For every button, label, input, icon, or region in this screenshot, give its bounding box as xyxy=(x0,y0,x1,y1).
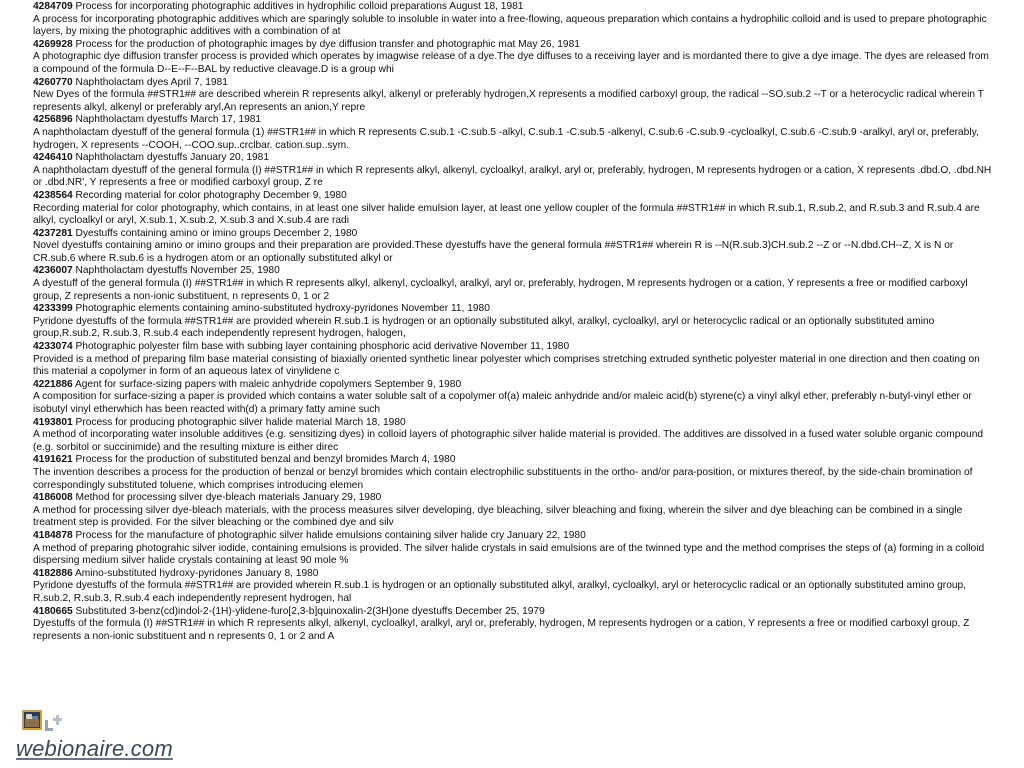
patent-abstract: The invention describes a process for the production of benzal or benzyl bromides which contain electrophilic substituents in the ortho- and/or para-position, or mixtures thereof, by the side-chain bromination of correspondingly substituted toluene, which comprises introducing elemen xyxy=(33,466,973,491)
patent-heading xyxy=(33,303,996,316)
patent-number: 4236007 xyxy=(33,265,73,277)
patent-abstract: New Dyes of the formula ##STR1## are described wherein R represents alkyl, alkenyl or preferably hydrogen,X represents a modified carboxyl group, the radical --SO.sub.2 --T or a heterocyclic radical wherein T represents alkyl, alkenyl or preferably aryl,An represents an anion,Y repre xyxy=(33,89,984,113)
patent-entry xyxy=(33,417,996,455)
patent-title: Process for the manufacture of photographic silver halide emulsions containing silver halide cry January 22, 1980 xyxy=(75,529,586,541)
patent-entry xyxy=(33,1,996,39)
patent-heading xyxy=(33,454,996,467)
patent-number: 4237281 xyxy=(33,227,73,239)
patent-title: Agent for surface-sizing papers with maleic anhydride copolymers September 9, 1980 xyxy=(74,378,462,390)
patent-title: Method for processing silver dye-bleach materials January 29, 1980 xyxy=(75,492,382,504)
patent-number: 4238564 xyxy=(33,189,73,201)
patent-heading xyxy=(33,228,996,241)
patent-title: Process for the production of photographic images by dye diffusion transfer and photographic mat May 26, 1981 xyxy=(75,38,580,50)
patent-heading xyxy=(33,341,996,354)
patent-heading xyxy=(33,568,996,581)
patent-title: Process for the production of substituted benzal and benzyl bromides March 4, 1980 xyxy=(75,454,456,466)
patent-entry xyxy=(33,454,996,492)
patent-title: Substituted 3-benz(cd)indol-2-(1H)-ylidene-furo[2,3-b]quinoxalin-2(3H)one dyestuffs December 25, 1979 xyxy=(75,605,545,617)
patent-entry xyxy=(33,530,996,568)
patent-entry xyxy=(33,341,996,379)
patent-entry xyxy=(33,152,996,190)
patent-abstract: Dyestuffs of the formula (I) ##STR1## in which R represents alkyl, alkenyl, cycloalkyl, aralkyl, aryl or, preferably, hydrogen, M represents hydrogen or a cation, Y represents a free or modified carboxyl group, Z represents a non-ionic substituent and n represents 0, 1 or 2 and A xyxy=(33,618,970,642)
patent-title: Naphtholactam dyestuffs January 20, 1981 xyxy=(75,152,270,164)
patent-number: 4193801 xyxy=(33,416,73,428)
patent-abstract: Pyridone dyestuffs of the formula ##STR1## are provided wherein R.sub.1 is hydrogen or an optionally substituted alkyl, aralkyl, cycloalkyl, aryl or heterocyclic radical or an optionally substituted amino group, R.sub.2, R.sub.3, R.sub.4 each independently represent hydrogen, hal xyxy=(33,580,967,604)
patent-number: 4269928 xyxy=(33,38,73,50)
patent-entry xyxy=(33,379,996,417)
patent-heading xyxy=(33,190,996,203)
patent-heading xyxy=(33,530,996,543)
patent-heading xyxy=(33,417,996,430)
patent-entry xyxy=(33,114,996,152)
patent-title: Process for incorporating photographic additives in hydrophilic colloid preparations August 18, 1981 xyxy=(75,1,524,12)
patent-heading xyxy=(33,492,996,505)
patent-abstract: A composition for surface-sizing a paper is provided which contains a water soluble salt of a copolymer of(a) maleic anhydride and/or maleic acid(b) styrene(c) a vinyl alkyl ether, preferably n-butyl-vinyl ether or isobutyl vinyl etherwhich has been reacted with(d) a primary fatty amine such xyxy=(33,391,972,415)
patent-number: 4246410 xyxy=(33,152,73,164)
patent-heading xyxy=(33,114,996,127)
patent-abstract: Novel dyestuffs containing amino or imino groups and their preparation are provided.These dyestuffs have the general formula ##STR1## wherein R is --N(R.sub.3)CH.sub.2 --Z or --N.dbd.CH--Z, X is N or CR.sub.6 where R.sub.6 is a hydrogen atom or an optionally substituted alkyl or xyxy=(33,240,954,264)
patent-number: 4221886 xyxy=(33,378,73,390)
webionaire-logo-icon[interactable] xyxy=(20,708,68,734)
patent-abstract: A naphtholactam dyestuff of the general formula (I) ##STR1## in which R represents alkyl, alkenyl, cycloalkyl, aralkyl, aryl or, preferably, hydrogen, M represents hydrogen or a cation, X represents .dbd.O, .dbd.NH or .dbd.NR', Y represents a free or modified carboxyl group, Z re xyxy=(33,164,992,189)
webionaire-link[interactable]: webionaire.com xyxy=(16,736,173,761)
patent-entry xyxy=(33,568,996,606)
patent-entry xyxy=(33,39,996,77)
patent-abstract: Provided is a method of preparing film base material consisting of biaxially oriented synthetic linear polyester which comprises stretching extruded synthetic polyester material in one direction and then coating on this material a copolymer in form of an aqueous latex of vinylidene c xyxy=(33,353,980,378)
patent-number: 4191621 xyxy=(33,454,73,466)
patent-heading xyxy=(33,379,996,392)
patent-title: Photographic polyester film base with subbing layer containing phosphoric acid derivative November 11, 1980 xyxy=(75,341,570,353)
footer xyxy=(16,700,316,768)
patent-entry xyxy=(33,190,996,228)
patent-number: 4184878 xyxy=(33,529,73,541)
patent-number: 4180665 xyxy=(33,605,73,617)
patent-number: 4233399 xyxy=(33,303,73,315)
patent-abstract: A process for incorporating photographic additives which are sparingly soluble to insoluble in water into a free-flowing, aqueous preparation which contains a hydrophilic colloid and is used to prepare photographic layers, by mixing the photographic additives with a combination of at xyxy=(33,13,987,38)
patent-number: 4233074 xyxy=(33,341,73,353)
patent-title: Recording material for color photography December 9, 1980 xyxy=(75,189,347,201)
patent-title: Naphtholactam dyes April 7, 1981 xyxy=(75,76,228,88)
patent-abstract: A photographic dye diffusion transfer process is provided which operates by imagwise release of a dye.The dye diffuses to a receiving layer and is mordanted there to give a dye image. The dyes are released from a compound of the formula D--E--F--BAL by reductive cleavage.D is a group whi xyxy=(33,51,989,75)
patent-number: 4260770 xyxy=(33,76,73,88)
patent-heading xyxy=(33,606,996,619)
patent-abstract: A method of incorporating water insoluble additives (e.g. sensitizing dyes) in colloid layers of photographic silver halide material is provided. The additives are dissolved in a fused water soluble organic compound (e.g. sorbitol or succinimide) and the resulting mixture is either direc xyxy=(33,429,984,453)
patent-title: Amino-substituted hydroxy-pyridones January 8, 1980 xyxy=(74,567,319,579)
patent-heading xyxy=(33,77,996,90)
patent-number: 4182886 xyxy=(33,567,73,579)
patent-heading xyxy=(33,39,996,52)
patent-entry xyxy=(33,228,996,266)
patent-entry xyxy=(33,492,996,530)
patent-title: Naphtholactam dyestuffs March 17, 1981 xyxy=(75,114,262,126)
patent-title: Process for producing photographic silver halide material March 18, 1980 xyxy=(75,416,406,428)
patent-entry xyxy=(33,606,996,644)
patent-title: Photographic elements containing amino-substituted hydroxy-pyridones November 11, 1980 xyxy=(75,303,490,315)
patent-heading xyxy=(33,1,996,14)
patent-abstract: A method of preparing photograhic silver iodide, containing emulsions is provided. The silver halide crystals in said emulsions are of the twinned type and the method comprises the steps of (a) forming in a colloid dispersing medium silver halide crystals containing at least 90 mole % xyxy=(33,542,985,567)
patent-list xyxy=(33,1,996,643)
patent-abstract: Pyridone dyestuffs of the formula ##STR1## are provided wherein R.sub.1 is hydrogen or an optionally substituted alkyl, aralkyl, cycloalkyl, aryl or heterocyclic radical or an optionally substituted amino group,R.sub.2, R.sub.3, R.sub.4 each independently represent hydrogen, halogen, xyxy=(33,315,935,340)
patent-title: Dyestuffs containing amino or imino groups December 2, 1980 xyxy=(75,227,358,239)
patent-entry xyxy=(33,77,996,115)
patent-abstract: A dyestuff of the general formula (I) ##STR1## in which R represents alkyl, alkenyl, cycloalkyl, aralkyl, aryl or, preferably, hydrogen, M represents hydrogen or a cation, Y represents a free or modified carboxyl group, Z represents a non-ionic substituent, n represents 0, 1 or 2 xyxy=(33,278,968,302)
patent-heading xyxy=(33,152,996,165)
patent-number: 4256896 xyxy=(33,114,73,126)
patent-entry xyxy=(33,265,996,303)
patent-abstract: A naphtholactam dyestuff of the general formula (1) ##STR1## in which R represents C.sub.1 -C.sub.5 -alkyl, C.sub.1 -C.sub.5 -alkenyl, C.sub.6 -C.sub.9 -cycloalkyl, C.sub.6 -C.sub.9 -aralkyl, aryl or, preferably, hydrogen, X represents --COOH, --COO.sup..crclbar. cation.sup..sym. xyxy=(33,126,979,151)
patent-number: 4186008 xyxy=(33,492,73,504)
patent-number: 4284709 xyxy=(33,1,73,12)
patent-abstract: Recording material for color photography, which contains, in at least one silver halide emulsion layer, at least one yellow coupler of the formula ##STR1## in which R.sub.1, R.sub.2, and R.sub.3 and R.sub.4 are alkyl, cycloalkyl or aryl, X.sub.1, X.sub.2, X.sub.3 and X.sub.4 are radi xyxy=(33,202,980,227)
patent-title: Naphtholactam dyestuffs November 25, 1980 xyxy=(75,265,280,277)
patent-heading xyxy=(33,265,996,278)
patent-abstract: A method for processing silver dye-bleach materials, with the process measures silver developing, dye bleaching, silver bleaching and fixing, wherein the silver and dye bleaching can be combined in a single treatment step is provided. For the silver bleaching or the combined dye and silv xyxy=(33,504,963,529)
patent-entry xyxy=(33,303,996,341)
